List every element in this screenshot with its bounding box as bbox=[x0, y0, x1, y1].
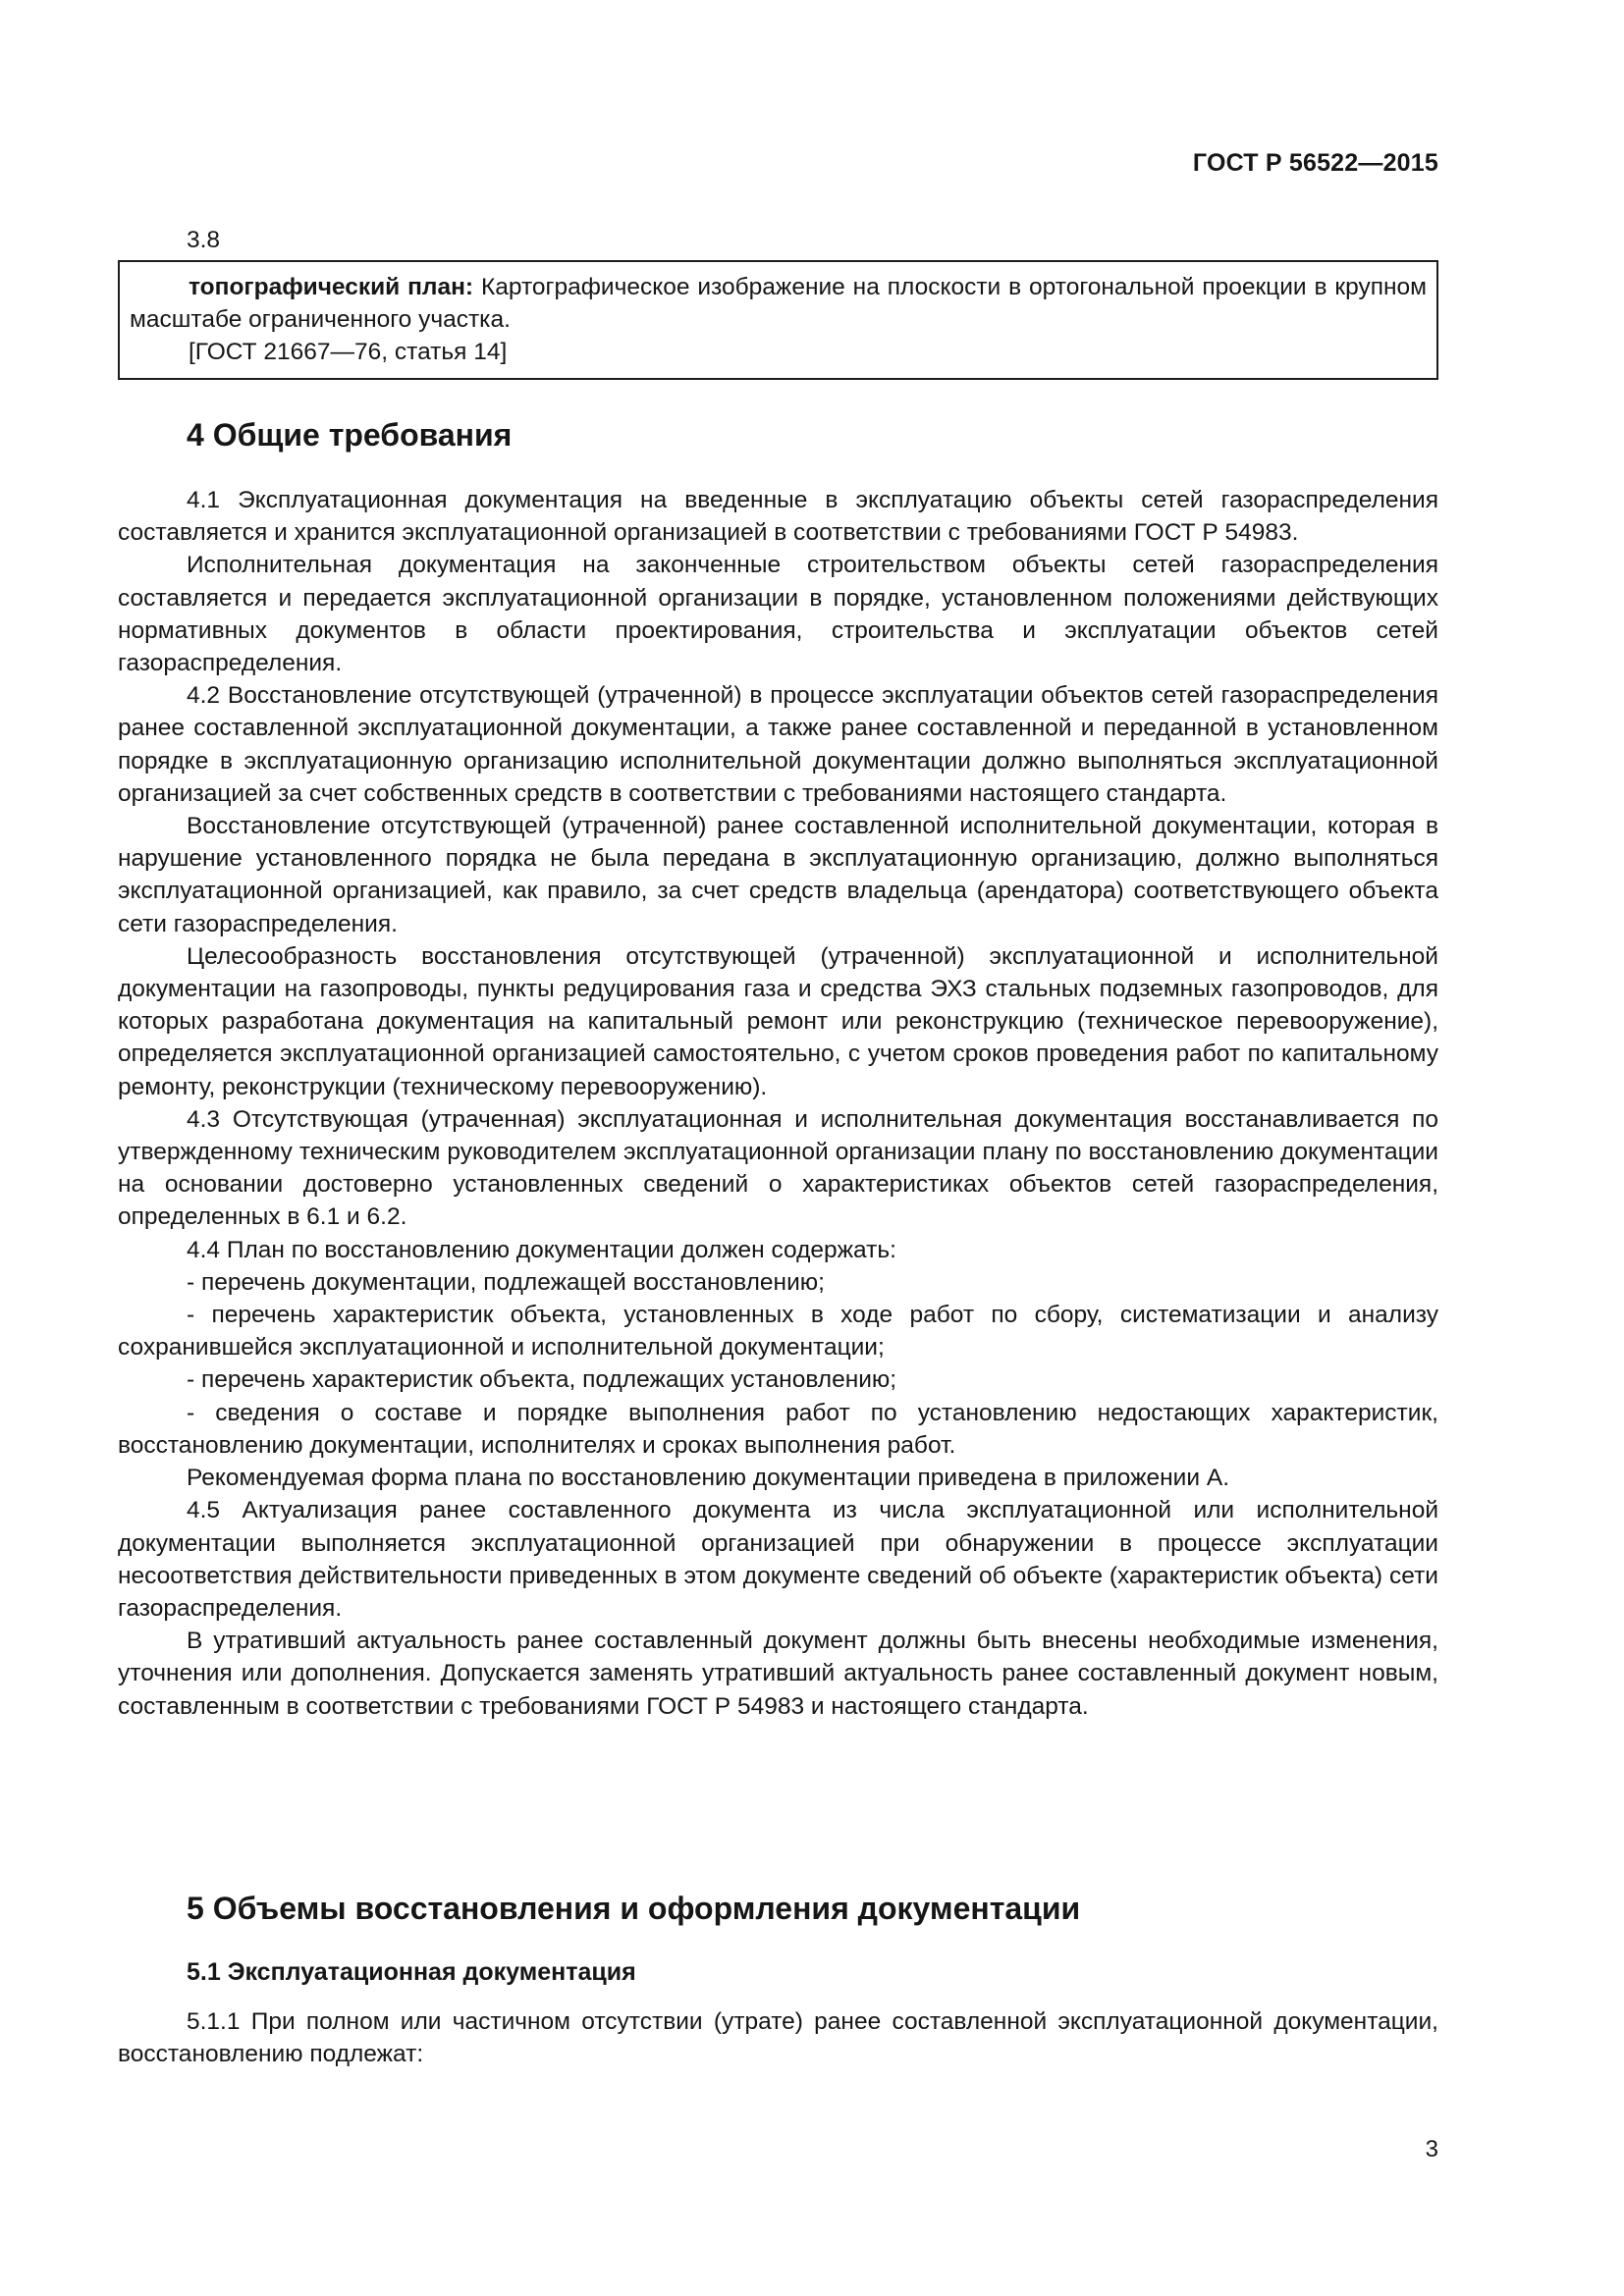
list-item: - перечень характеристик объекта, подлежащих установлению; bbox=[187, 1366, 897, 1394]
paragraph-4-1: 4.1 Эксплуатационная документация на введенные в эксплуатацию объекты сетей газораспределения составляется и хранится эксплуатационной организацией в соответствии с требованиями ГОСТ Р 54983. bbox=[118, 487, 1438, 547]
list-item: - сведения о составе и порядке выполнения работ по установлению недостающих характеристик, восстановлению документации, исполнителях и сроках выполнения работ. bbox=[118, 1399, 1438, 1459]
section-5-title: 5 Объемы восстановления и оформления документации bbox=[187, 1891, 1081, 1926]
section-4-body bbox=[118, 484, 1438, 1723]
term-name: топографический план: bbox=[189, 274, 474, 300]
paragraph-4-4: 4.4 План по восстановлению документации должен содержать: bbox=[187, 1236, 896, 1263]
paragraph-5-1-1: 5.1.1 При полном или частичном отсутствии (утрате) ранее составленной эксплуатационной документации, восстановлению подлежат: bbox=[118, 2008, 1438, 2068]
paragraph-4-3: 4.3 Отсутствующая (утраченная) эксплуатационная и исполнительная документация восстанавливается по утвержденному техническим руководителем эксплуатационной организации плану по восстановлению документации на основании достоверно установленных сведений о характеристиках объектов сетей газораспределения, определенных в 6.1 и 6.2. bbox=[118, 1105, 1438, 1231]
term-source: [ГОСТ 21667—76, статья 14] bbox=[189, 339, 508, 366]
paragraph-4-5: 4.5 Актуализация ранее составленного документа из числа эксплуатационной или исполнительной документации выполняется эксплуатационной организацией при обнаружении в процессе эксплуатации несоответствия действительности приведенных в этом документе сведений об объекте (характеристик объекта) сети газораспределения. bbox=[118, 1497, 1438, 1622]
term-definition-text: Картографическое изображение на плоскости в ортогональной проекции в крупном масштабе ограниченного участка. bbox=[130, 274, 1427, 334]
paragraph-4-1b: Исполнительная документация на законченные строительством объекты сетей газораспределения составляется и передается эксплуатационной организации в порядке, установленном положениями действующих нормативных документов в области проектирования, строительства и эксплуатации объектов сетей газораспределения. bbox=[118, 552, 1438, 677]
paragraph-4-2c: Целесообразность восстановления отсутствующей (утраченной) эксплуатационной и исполнительной документации на газопроводы, пункты редуцирования газа и средства ЭХЗ стальных подземных газопроводов, для которых разработана документация на капитальный ремонт или реконструкцию (техническое перевооружение), определяется эксплуатационной организацией самостоятельно, с учетом сроков проведения работ по капитальному ремонту, реконструкции (техническому перевооружению). bbox=[118, 942, 1438, 1100]
term-number: 3.8 bbox=[187, 227, 221, 253]
paragraph-4-5b: В утративший актуальность ранее составленный документ должны быть внесены необходимые изменения, уточнения или дополнения. Допускается заменять утративший актуальность ранее составленный документ новым, составленным в соответствии с требованиями ГОСТ Р 54983 и настоящего стандарта. bbox=[118, 1628, 1438, 1720]
paragraph-4-2: 4.2 Восстановление отсутствующей (утраченной) в процессе эксплуатации объектов сетей газораспределения ранее составленной эксплуатационной документации, а также ранее составленной и переданной в установленном порядке в эксплуатационную организацию исполнительной документации должно выполняться эксплуатационной организацией за счет собственных средств в соответствии с требованиями настоящего стандарта. bbox=[118, 682, 1438, 807]
section-4-title: 4 Общие требования bbox=[187, 417, 513, 453]
subsection-5-1-title: 5.1 Эксплуатационная документация bbox=[187, 1958, 636, 1986]
standard-header: ГОСТ Р 56522—2015 bbox=[1192, 149, 1438, 177]
term-definition-box bbox=[118, 260, 1438, 380]
term-definition bbox=[130, 271, 1427, 336]
paragraph-4-2b: Восстановление отсутствующей (утраченной) ранее составленной исполнительной документации, которая в нарушение установленного порядка не была передана в эксплуатационную организацию, должно выполняться эксплуатационной организацией, как правило, за счет средств владельца (арендатора) соответствующего объекта сети газораспределения. bbox=[118, 813, 1438, 937]
paragraph-4-4b: Рекомендуемая форма плана по восстановлению документации приведена в приложении А. bbox=[187, 1465, 1230, 1492]
section-5-body bbox=[118, 2005, 1438, 2070]
list-item: - перечень документации, подлежащей восстановлению; bbox=[187, 1268, 825, 1296]
page-number: 3 bbox=[1425, 2136, 1438, 2163]
list-item: - перечень характеристик объекта, установленных в ходе работ по сбору, систематизации и анализу сохранившейся эксплуатационной и исполнительной документации; bbox=[118, 1302, 1438, 1362]
